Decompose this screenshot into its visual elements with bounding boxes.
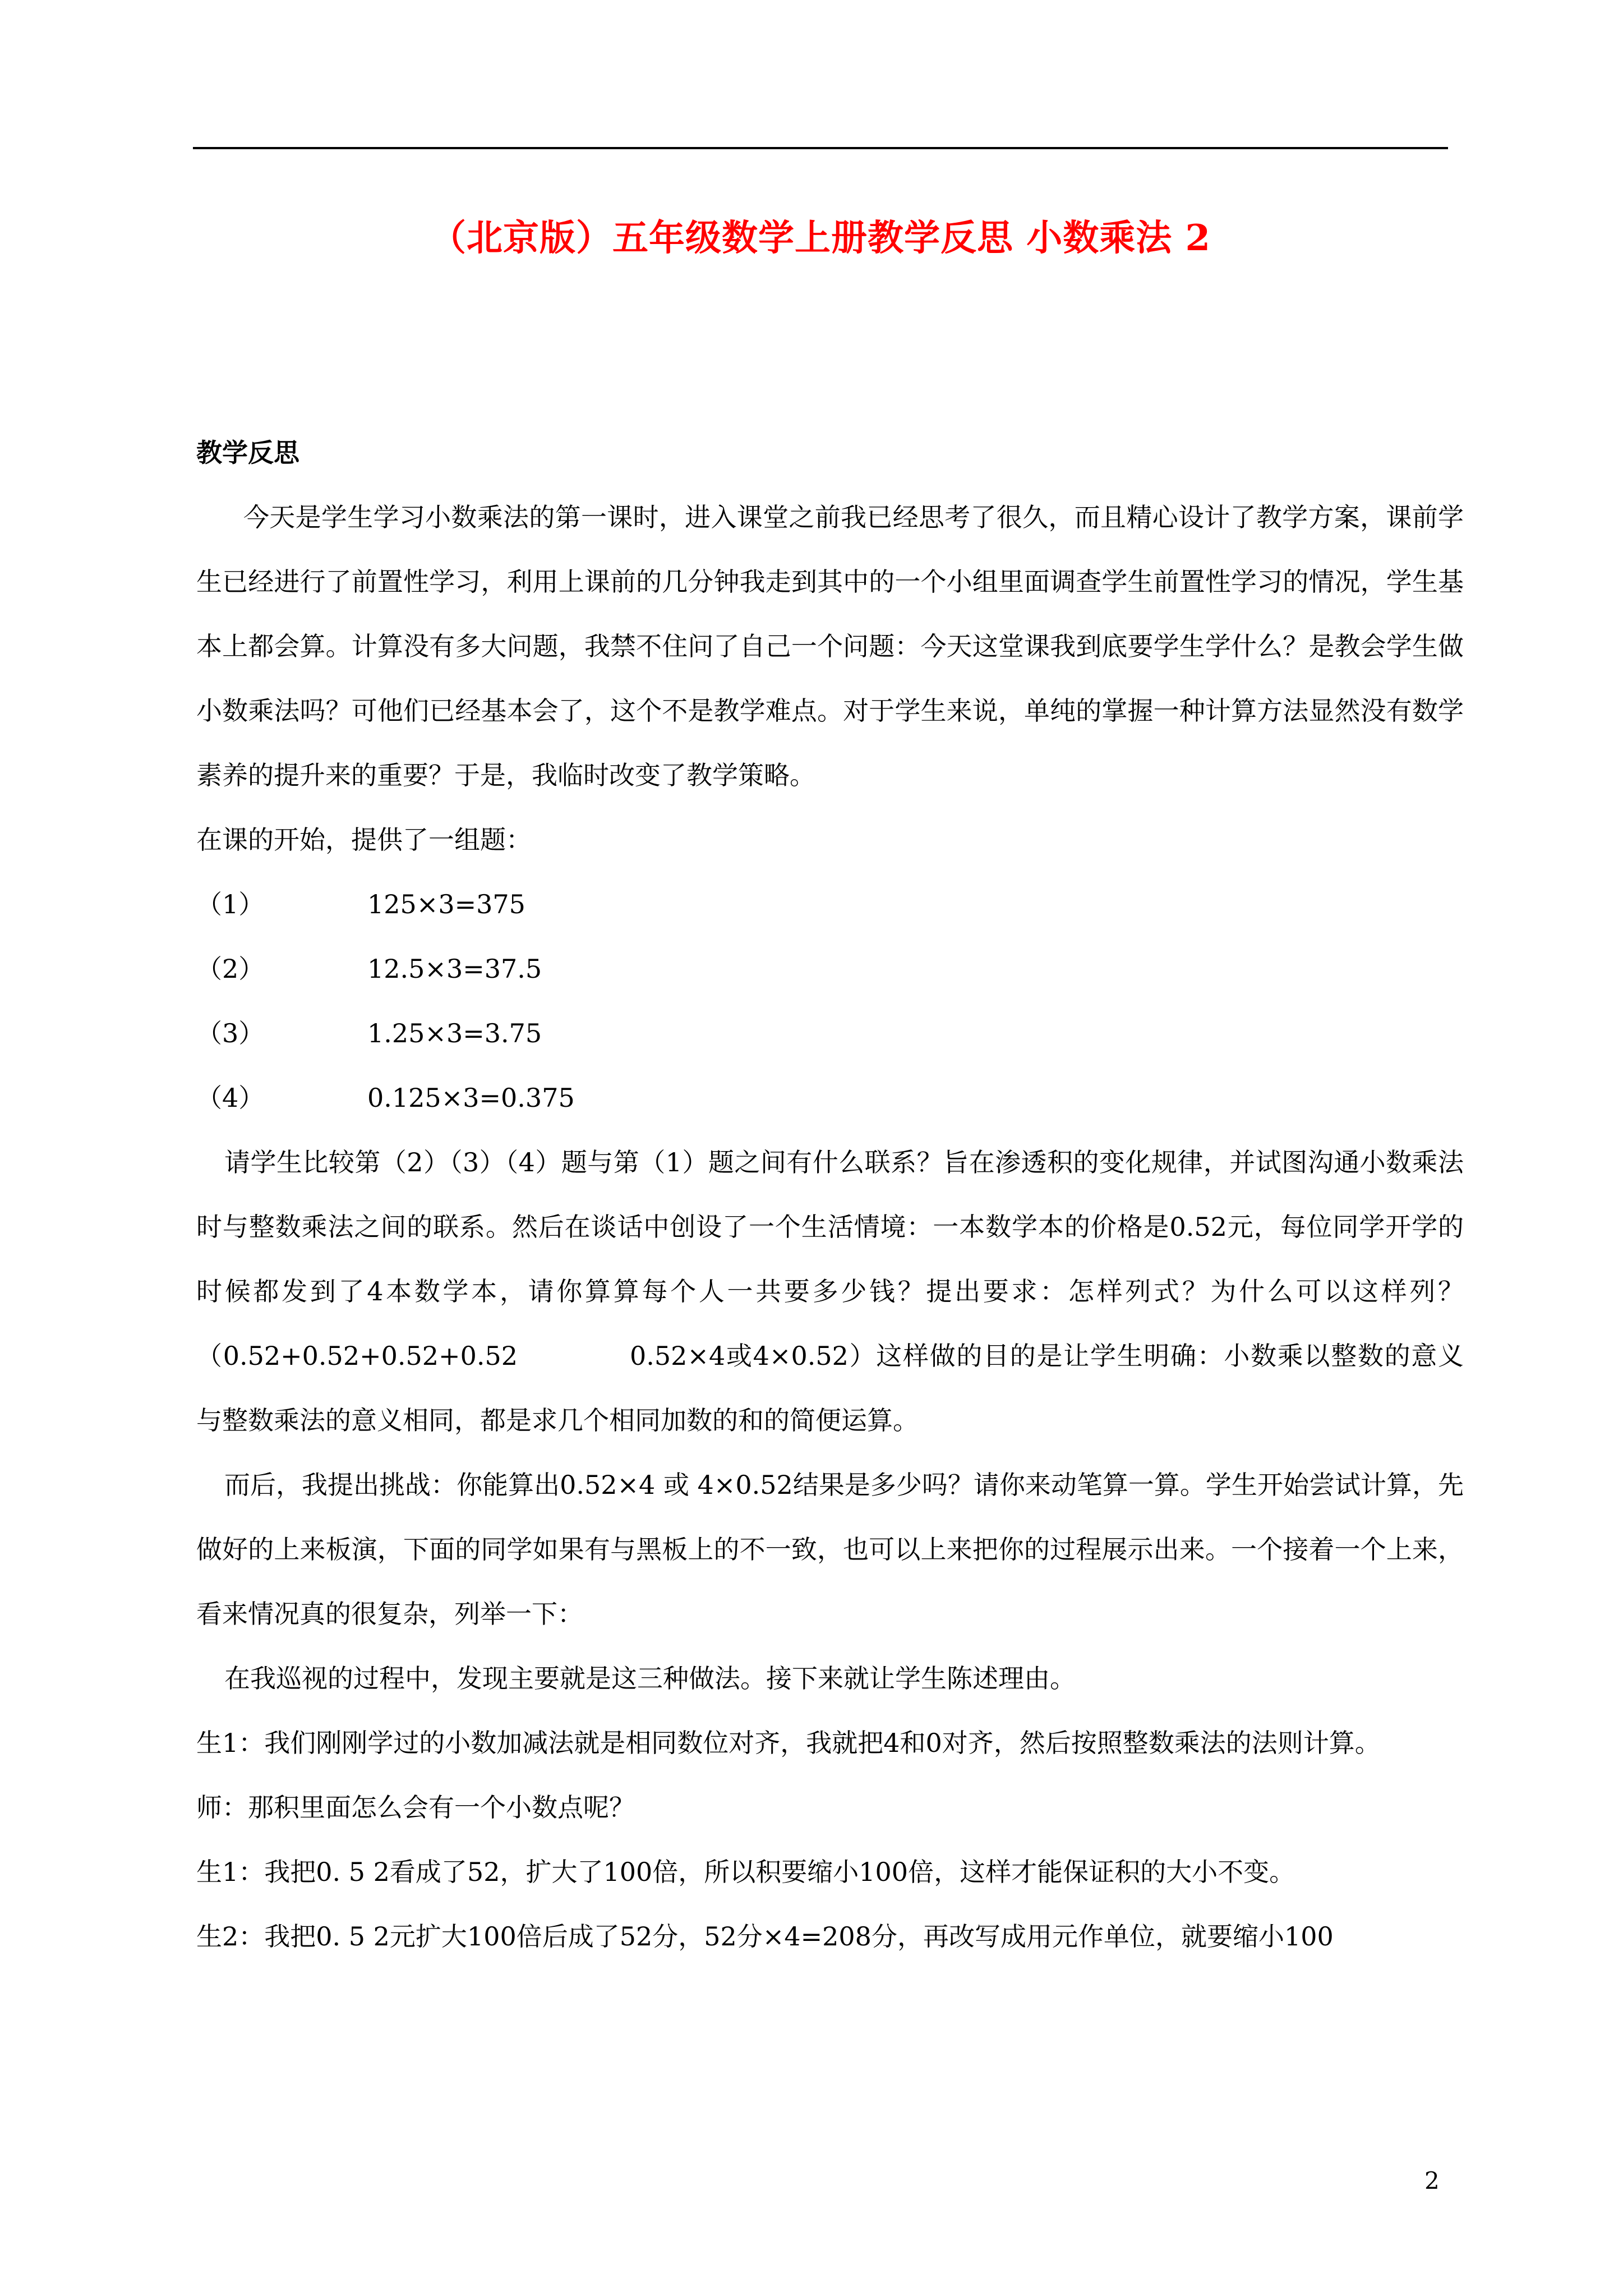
equation-text: 0.125×3=0.375 [367, 1083, 575, 1113]
equation-text: 1.25×3=3.75 [367, 1018, 542, 1048]
equation-row [196, 1066, 1464, 1130]
equation-row [196, 1001, 1464, 1066]
section-heading: 教学反思 [196, 438, 299, 468]
page-number: 2 [1424, 2167, 1440, 2194]
document-title: （北京版）五年级数学上册教学反思 小数乘法 2 [430, 217, 1211, 259]
equation-text: 125×3=375 [367, 889, 525, 919]
equation-number: （4） [196, 1083, 265, 1113]
equation-row [196, 872, 1464, 937]
equation-row [196, 937, 1464, 1001]
paragraph-3 [196, 1130, 1464, 1453]
equation-number: （1） [196, 889, 265, 919]
paragraph-9: 生2：我把0. 5 2元扩大100倍后成了52分，52分×4=208分，再改写成用元作单位，就要缩小100 [196, 1921, 1334, 1952]
document-body [196, 421, 1464, 1969]
paragraph-3-part-a: 请学生比较第（2）（3）（4）题与第（1）题之间有什么联系？旨在渗透积的变化规律，并试图沟通小数乘法时与整数乘法之间的联系。然后在谈话中创设了一个生活情境：一本数学本的价格是0.52元，每位同学开学的时候都发到了4本数学本，请你算算每个人一共要多少钱？提出要求：怎样列式？为什么可以这样列？（0.52+0.52+0.52+0.52 [196, 1147, 1464, 1371]
paragraph-6: 生1：我们刚刚学过的小数加减法就是相同数位对齐，我就把4和0对齐，然后按照整数乘法的法则计算。 [196, 1728, 1381, 1758]
paragraph-3-part-b: 0.52×4或4×0.52）这样做的目的是让学生明确：小数乘以整数的意义与整数乘法的意义相同，都是求几个相同加数的和的简便运算。 [196, 1341, 1464, 1435]
equation-text: 12.5×3=37.5 [367, 954, 542, 984]
header-rule [193, 147, 1448, 149]
paragraph-4: 而后，我提出挑战：你能算出0.52×4 或 4×0.52结果是多少吗？请你来动笔算一算。学生开始尝试计算，先做好的上来板演，下面的同学如果有与黑板上的不一致，也可以上来把你的过程展示出来。一个接着一个上来，看来情况真的很复杂，列举一下： [196, 1470, 1464, 1629]
paragraph-5: 在我巡视的过程中，发现主要就是这三种做法。接下来就让学生陈述理由。 [224, 1663, 1076, 1694]
equation-number: （2） [196, 954, 265, 984]
equation-number: （3） [196, 1018, 265, 1048]
paragraph-8: 生1：我把0. 5 2看成了52，扩大了100倍，所以积要缩小100倍，这样才能保证积的大小不变。 [196, 1857, 1295, 1887]
paragraph-2: 在课的开始，提供了一组题： [196, 825, 532, 855]
paragraph-1: 今天是学生学习小数乘法的第一课时，进入课堂之前我已经思考了很久，而且精心设计了教学方案，课前学生已经进行了前置性学习，利用上课前的几分钟我走到其中的一个小组里面调查学生前置性学习的情况，学生基本上都会算。计算没有多大问题，我禁不住问了自己一个问题：今天这堂课我到底要学生学什么？是教会学生做小数乘法吗？可他们已经基本会了，这个不是教学难点。对于学生来说，单纯的掌握一种计算方法显然没有数学素养的提升来的重要？于是，我临时改变了教学策略。 [196, 502, 1464, 790]
paragraph-7: 师：那积里面怎么会有一个小数点呢？ [196, 1792, 635, 1823]
